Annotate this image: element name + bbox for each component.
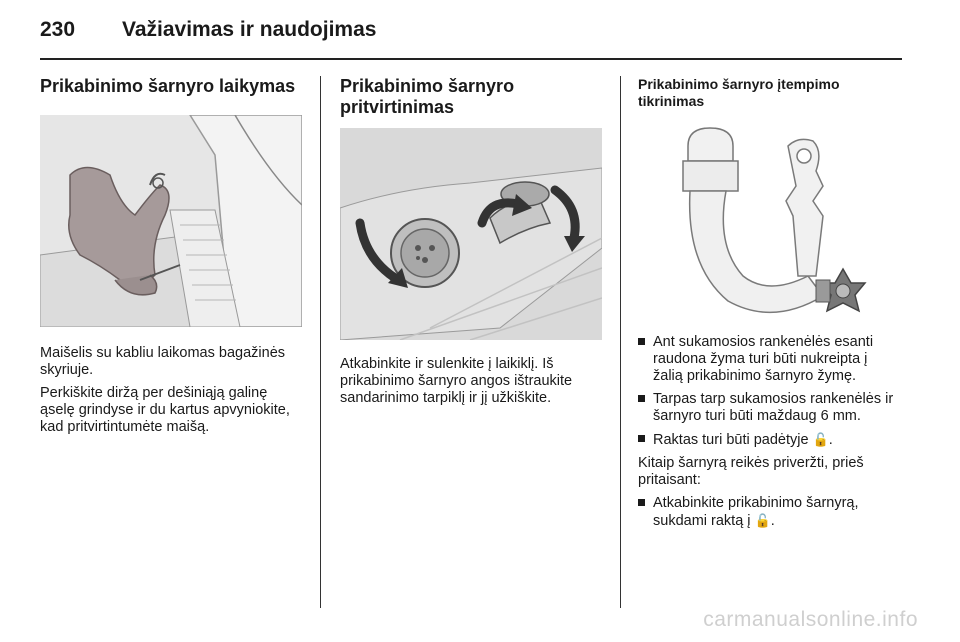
section-heading: Prikabinimo šarnyro pritvirtinimas (340, 76, 515, 117)
bullet-icon (638, 499, 645, 506)
column-divider (320, 76, 321, 608)
paragraph: Maišelis su kabliu laikomas bagažinės skyriuje. (40, 345, 286, 378)
header-rule (40, 58, 902, 60)
page-number: 230 (40, 18, 76, 41)
list-item: Atkabinkite prikabinimo šarnyrą, sukdami raktą į 🔓. (638, 495, 900, 530)
tow-hook-illustration (638, 116, 900, 326)
column-hook-mounting (340, 76, 602, 407)
paragraph: Perkiškite diržą per dešiniąją galinę ąselę grindyse ir du kartus apvyniokite, kad pritvirtintumėte maišą. (40, 385, 290, 435)
section-heading: Prikabinimo šarnyro laikymas (40, 76, 296, 96)
key-icon: 🔓 (812, 432, 829, 447)
page-header (40, 18, 902, 58)
list-item-text: Raktas turi būti padėtyje (653, 432, 809, 448)
column-divider (620, 76, 621, 608)
socket-fold-illustration (340, 128, 602, 340)
list-item-text: Atkabinkite prikabinimo šarnyrą, sukdami raktą į (653, 495, 859, 529)
bullet-icon (638, 338, 645, 345)
key-icon: 🔓 (754, 513, 771, 528)
tow-hook-icon (638, 116, 900, 326)
section-heading: Prikabinimo šarnyro įtempimo tikrinimas (638, 76, 840, 109)
action-list (638, 495, 900, 530)
bullet-icon (638, 395, 645, 402)
list-item-text: Ant sukamosios rankenėlės esanti raudona žyma turi būti nukreipta į žalią prikabinimo šarnyro žymę. (653, 334, 874, 384)
column-tension-check (638, 76, 900, 530)
column-hook-storage (40, 76, 302, 436)
list-item (638, 334, 900, 385)
trunk-bag-icon (40, 115, 302, 327)
trunk-bag-illustration (40, 115, 302, 327)
list-item-text: Tarpas tarp sukamosios rankenėlės ir šarnyro turi būti maždaug 6 mm. (653, 391, 894, 424)
socket-fold-icon (340, 128, 602, 340)
paragraph: Atkabinkite ir sulenkite į laikiklį. Iš prikabinimo šarnyro angos ištraukite sandarinimo tarpiklį ir jį užkiškite. (340, 356, 573, 406)
list-item (638, 391, 900, 425)
watermark: carmanualsonline.info (703, 608, 918, 631)
bullet-icon (638, 435, 645, 442)
paragraph: Kitaip šarnyrą reikės priveržti, prieš pritaisant: (638, 455, 864, 488)
check-list (638, 334, 900, 449)
list-item: Raktas turi būti padėtyje 🔓. (638, 431, 900, 449)
chapter-title: Važiavimas ir naudojimas (122, 18, 377, 41)
